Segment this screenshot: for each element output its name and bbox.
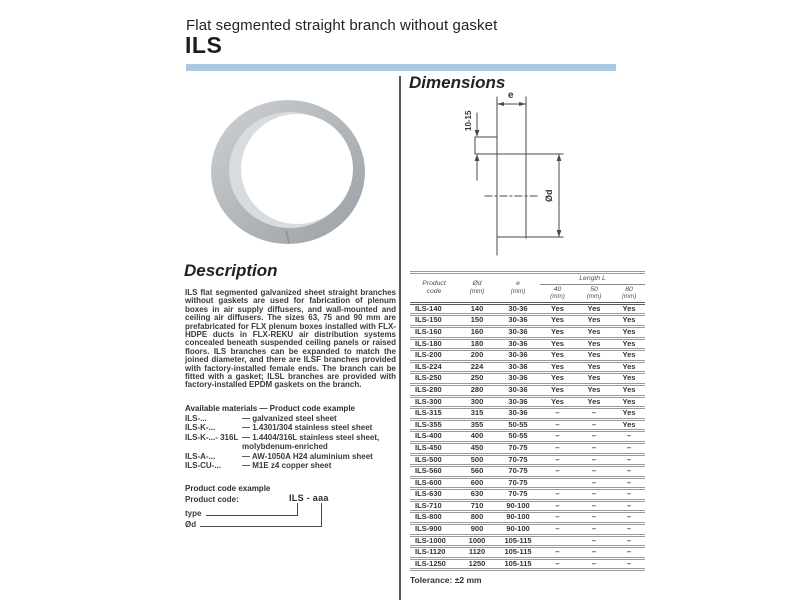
value-cell: 600 [458, 477, 496, 489]
product-code-example-heading: Product code example [185, 484, 271, 493]
value-cell: 70-75 [496, 466, 540, 478]
material-item [185, 414, 397, 423]
value-cell: – [540, 466, 575, 478]
value-cell: 280 [458, 384, 496, 396]
material-item [185, 433, 397, 452]
value-cell: 90-100 [496, 524, 540, 536]
value-cell: 105-115 [496, 558, 540, 570]
col-header-e: e (mm) [510, 280, 526, 295]
value-cell: 30-36 [496, 350, 540, 362]
value-cell: 70-75 [496, 454, 540, 466]
value-cell: Yes [575, 373, 613, 385]
table-row [410, 500, 645, 512]
type-callout-label: type [185, 509, 202, 518]
product-code-cell: ILS-1120 [410, 547, 458, 559]
value-cell: 90-100 [496, 500, 540, 512]
value-cell: Yes [540, 373, 575, 385]
value-cell: Yes [613, 408, 645, 420]
product-code-cell: ILS-300 [410, 396, 458, 408]
value-cell: 900 [458, 524, 496, 536]
value-cell: 1000 [458, 535, 496, 547]
product-code-cell: ILS-250 [410, 373, 458, 385]
table-row [410, 408, 645, 420]
product-code-label: Product code: [185, 495, 239, 504]
value-cell: – [575, 431, 613, 443]
col-header-length-40: 40 (mm) [550, 285, 565, 301]
product-code-cell: ILS-560 [410, 466, 458, 478]
product-code-cell: ILS-500 [410, 454, 458, 466]
table-row [410, 454, 645, 466]
material-code: ILS-CU-... [185, 461, 221, 471]
material-code: ILS-... [185, 414, 207, 423]
col-header-length-50: 50 (mm) [586, 285, 602, 301]
product-code-cell: ILS-180 [410, 338, 458, 350]
value-cell: – [613, 524, 645, 536]
type-callout-line [206, 503, 298, 516]
value-cell: 1120 [458, 547, 496, 559]
value-cell: – [613, 454, 645, 466]
value-cell: 630 [458, 489, 496, 501]
value-cell: – [613, 466, 645, 478]
value-cell: – [575, 466, 613, 478]
table-row [410, 338, 645, 350]
value-cell: 30-36 [496, 384, 540, 396]
page-title: ILS [185, 32, 223, 58]
dimensions-table-body [410, 303, 645, 570]
product-code-cell: ILS-630 [410, 489, 458, 501]
table-row [410, 326, 645, 338]
value-cell: Yes [613, 419, 645, 431]
value-cell: Yes [540, 396, 575, 408]
value-cell: Yes [540, 326, 575, 338]
table-row [410, 512, 645, 524]
material-description: — AW-1050A H24 aluminium sheet [242, 451, 373, 461]
dimensions-table [410, 271, 645, 571]
value-cell: 50-55 [496, 419, 540, 431]
material-item [185, 461, 397, 470]
value-cell: – [613, 512, 645, 524]
value-cell: Yes [575, 315, 613, 327]
material-code: ILS-A-... [185, 451, 216, 461]
value-cell: 224 [458, 361, 496, 373]
value-cell: 200 [458, 350, 496, 362]
table-row [410, 477, 645, 489]
column-divider [399, 76, 401, 600]
value-cell: – [575, 500, 613, 512]
product-code-cell: ILS-900 [410, 524, 458, 536]
product-code-cell: ILS-140 [410, 303, 458, 315]
table-row [410, 558, 645, 570]
col-header-diameter: Ød (mm) [469, 280, 485, 295]
table-row [410, 535, 645, 547]
value-cell: – [613, 535, 645, 547]
material-code: ILS-K-... [185, 423, 216, 433]
value-cell: 710 [458, 500, 496, 512]
value-cell: Yes [540, 361, 575, 373]
value-cell: – [575, 408, 613, 420]
table-row [410, 431, 645, 443]
value-cell: – [540, 547, 575, 559]
value-cell: – [613, 558, 645, 570]
value-cell: – [540, 512, 575, 524]
dim-label-e: e [508, 90, 514, 101]
value-cell: 150 [458, 315, 496, 327]
value-cell: – [575, 524, 613, 536]
value-cell: Yes [613, 338, 645, 350]
value-cell: 140 [458, 303, 496, 315]
page-subtitle: Flat segmented straight branch without gasket [186, 17, 498, 34]
value-cell: 450 [458, 442, 496, 454]
value-cell: – [540, 500, 575, 512]
material-item [185, 452, 397, 461]
value-cell: Yes [540, 303, 575, 315]
description-heading: Description [184, 261, 278, 280]
table-row [410, 361, 645, 373]
value-cell: Yes [613, 315, 645, 327]
product-photo-ring [202, 96, 377, 261]
table-row [410, 373, 645, 385]
value-cell: 70-75 [496, 489, 540, 501]
tolerance-note: Tolerance: ±2 mm [410, 575, 482, 585]
value-cell: – [575, 512, 613, 524]
product-code-cell: ILS-600 [410, 477, 458, 489]
product-code-cell: ILS-1250 [410, 558, 458, 570]
value-cell: 30-36 [496, 408, 540, 420]
material-description: — 1.4301/304 stainless steel sheet [242, 423, 373, 433]
value-cell: 560 [458, 466, 496, 478]
value-cell: 1250 [458, 558, 496, 570]
value-cell: – [613, 477, 645, 489]
accent-band [186, 64, 616, 71]
value-cell: – [575, 419, 613, 431]
value-cell: – [540, 489, 575, 501]
value-cell: – [540, 524, 575, 536]
table-row [410, 384, 645, 396]
value-cell: 30-36 [496, 361, 540, 373]
value-cell: 30-36 [496, 315, 540, 327]
dimensions-heading: Dimensions [409, 73, 506, 92]
table-row [410, 442, 645, 454]
value-cell: – [575, 442, 613, 454]
product-code-cell: ILS-280 [410, 384, 458, 396]
material-description: — 1.4404/316L stainless steel sheet, molybdenum-enriched [242, 432, 380, 452]
product-code-cell: ILS-800 [410, 512, 458, 524]
material-description: — M1E z4 copper sheet [242, 461, 332, 471]
value-cell: Yes [575, 350, 613, 362]
value-cell: – [613, 489, 645, 501]
product-code-cell: ILS-315 [410, 408, 458, 420]
value-cell: Yes [540, 384, 575, 396]
value-cell: 90-100 [496, 512, 540, 524]
value-cell: – [575, 558, 613, 570]
value-cell: – [613, 431, 645, 443]
materials-list [185, 414, 397, 470]
table-row [410, 466, 645, 478]
value-cell [540, 535, 575, 547]
material-description: — galvanized steel sheet [242, 414, 337, 423]
description-text: ILS flat segmented galvanized sheet straight branches without gaskets are used for fabrication of plenum boxes in air supply diffusers, and wall-mounted and ceiling air diffusers. The sizes 63, 75 and 90 mm are prefabricated for FLX plenum boxes installed with FLX-HDPE ducts in FLX-REKU air distribution systems concealed beneath suspended ceiling panels or raised floors. ILS branches can be expanded to match the joined diameter, and there are ILSF branches provided with factory-installed female ends. The branch can be fitted with a gasket; ILSL branches are provided with factory-installed EPDM gaskets on the branch. [185, 288, 396, 390]
product-code-cell: ILS-355 [410, 419, 458, 431]
value-cell: 30-36 [496, 396, 540, 408]
table-row [410, 303, 645, 315]
value-cell: – [575, 477, 613, 489]
value-cell: 300 [458, 396, 496, 408]
value-cell: Yes [613, 396, 645, 408]
value-cell: 180 [458, 338, 496, 350]
product-code-cell: ILS-1000 [410, 535, 458, 547]
product-code-cell: ILS-710 [410, 500, 458, 512]
col-header-product-code: Product code [422, 280, 446, 295]
value-cell: Yes [575, 384, 613, 396]
table-header [410, 273, 645, 304]
value-cell: Yes [575, 396, 613, 408]
col-header-length-80: 80 (mm) [621, 285, 637, 301]
value-cell: Yes [575, 326, 613, 338]
value-cell: Yes [613, 350, 645, 362]
value-cell: Yes [575, 338, 613, 350]
value-cell: 30-36 [496, 373, 540, 385]
value-cell: – [575, 489, 613, 501]
table-row [410, 547, 645, 559]
table-row [410, 396, 645, 408]
table-row [410, 315, 645, 327]
value-cell: 50-55 [496, 431, 540, 443]
value-cell: Yes [575, 303, 613, 315]
material-item [185, 423, 397, 432]
value-cell: – [575, 547, 613, 559]
value-cell [540, 477, 575, 489]
value-cell: Yes [613, 384, 645, 396]
dimension-drawing [440, 85, 605, 270]
value-cell: Yes [613, 303, 645, 315]
value-cell: 355 [458, 419, 496, 431]
value-cell: 160 [458, 326, 496, 338]
value-cell: – [575, 454, 613, 466]
value-cell: 250 [458, 373, 496, 385]
value-cell: – [540, 558, 575, 570]
diameter-callout-label: Ød [185, 520, 197, 529]
value-cell: Yes [575, 361, 613, 373]
dim-label-diameter: Ød [544, 189, 554, 202]
value-cell: Yes [540, 338, 575, 350]
value-cell: Yes [540, 315, 575, 327]
value-cell: – [540, 431, 575, 443]
value-cell: – [575, 535, 613, 547]
value-cell: – [540, 442, 575, 454]
product-code-cell: ILS-450 [410, 442, 458, 454]
product-code-cell: ILS-150 [410, 315, 458, 327]
table-row [410, 489, 645, 501]
value-cell: 30-36 [496, 338, 540, 350]
table-row [410, 350, 645, 362]
value-cell: 315 [458, 408, 496, 420]
value-cell: Yes [613, 326, 645, 338]
value-cell: 70-75 [496, 477, 540, 489]
value-cell: Yes [613, 373, 645, 385]
product-code-cell: ILS-400 [410, 431, 458, 443]
materials-heading: Available materials — Product code example [185, 404, 355, 413]
value-cell: – [613, 442, 645, 454]
value-cell: 500 [458, 454, 496, 466]
product-code-cell: ILS-160 [410, 326, 458, 338]
value-cell: Yes [540, 350, 575, 362]
value-cell: 400 [458, 431, 496, 443]
value-cell: 800 [458, 512, 496, 524]
value-cell: 70-75 [496, 442, 540, 454]
table-row [410, 419, 645, 431]
value-cell: – [540, 419, 575, 431]
value-cell: 105-115 [496, 547, 540, 559]
product-code-value: ILS - aaa [289, 493, 329, 503]
value-cell: Yes [613, 361, 645, 373]
product-code-cell: ILS-224 [410, 361, 458, 373]
value-cell: 30-36 [496, 303, 540, 315]
value-cell: 30-36 [496, 326, 540, 338]
value-cell: – [613, 547, 645, 559]
col-header-length-group: Length L [540, 273, 645, 285]
product-code-cell: ILS-200 [410, 350, 458, 362]
value-cell: – [540, 454, 575, 466]
value-cell: – [613, 500, 645, 512]
value-cell: 105-115 [496, 535, 540, 547]
dim-label-flange-height: 10-15 [464, 110, 473, 131]
material-code: ILS-K-...- 316L [185, 432, 239, 442]
value-cell: – [540, 408, 575, 420]
table-row [410, 524, 645, 536]
